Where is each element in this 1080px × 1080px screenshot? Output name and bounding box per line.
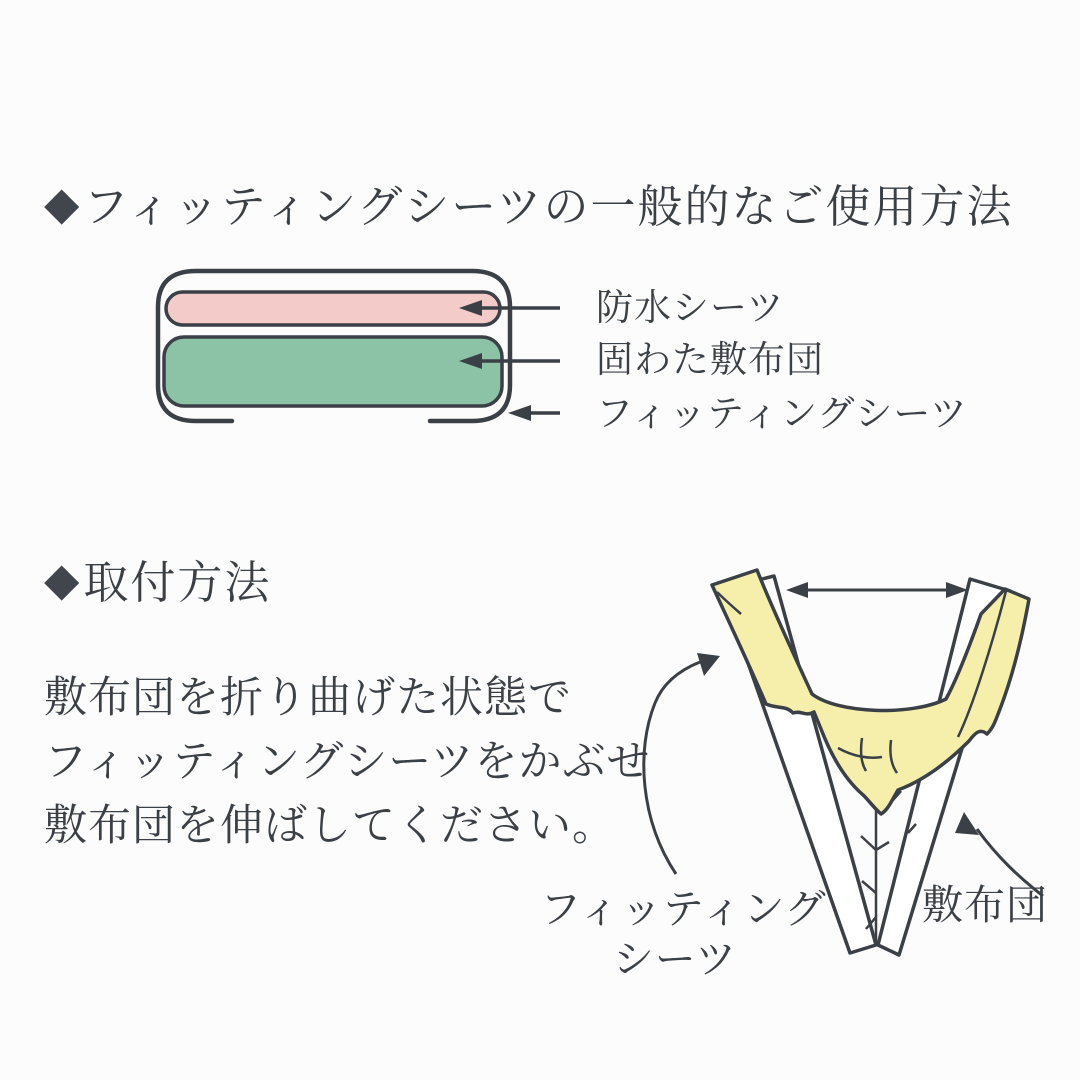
width-double-arrow bbox=[786, 582, 968, 598]
label-futon-v: 敷布団 bbox=[922, 882, 1048, 928]
diamond-bullet-icon: ◆ bbox=[44, 176, 82, 229]
layer-diagram bbox=[140, 255, 560, 435]
install-instruction-line: 敷布団を折り曲げた状態で bbox=[44, 674, 572, 722]
label-fitting-sheet: フィッティングシーツ bbox=[596, 393, 968, 434]
diamond-bullet-icon: ◆ bbox=[44, 552, 82, 605]
label-waterproof-sheet: 防水シーツ bbox=[596, 287, 785, 328]
install-heading-text: 取付方法 bbox=[83, 557, 272, 608]
label-fitting-sheet-line2: シーツ bbox=[612, 936, 738, 982]
futon-pad-shape bbox=[164, 337, 502, 406]
usage-section-heading bbox=[44, 170, 1014, 235]
label-fitting-sheet-v bbox=[540, 884, 827, 984]
waterproof-sheet-shape bbox=[166, 292, 500, 325]
install-instruction-line: 敷布団を伸ばしてください。 bbox=[44, 802, 616, 850]
label-futon-pad: 固わた敷布団 bbox=[596, 339, 824, 380]
install-section-heading bbox=[44, 546, 271, 611]
label-fitting-sheet-line1: フィッティング bbox=[540, 886, 827, 932]
arrow-fitting-sheet bbox=[508, 405, 560, 421]
install-instruction-line: フィッティングシーツをかぶせ bbox=[44, 738, 651, 786]
arrow-to-fitting-sheet bbox=[644, 653, 720, 874]
install-instructions bbox=[44, 666, 651, 858]
usage-heading-text: フィッティングシーツの一般的なご使用方法 bbox=[83, 181, 1014, 232]
